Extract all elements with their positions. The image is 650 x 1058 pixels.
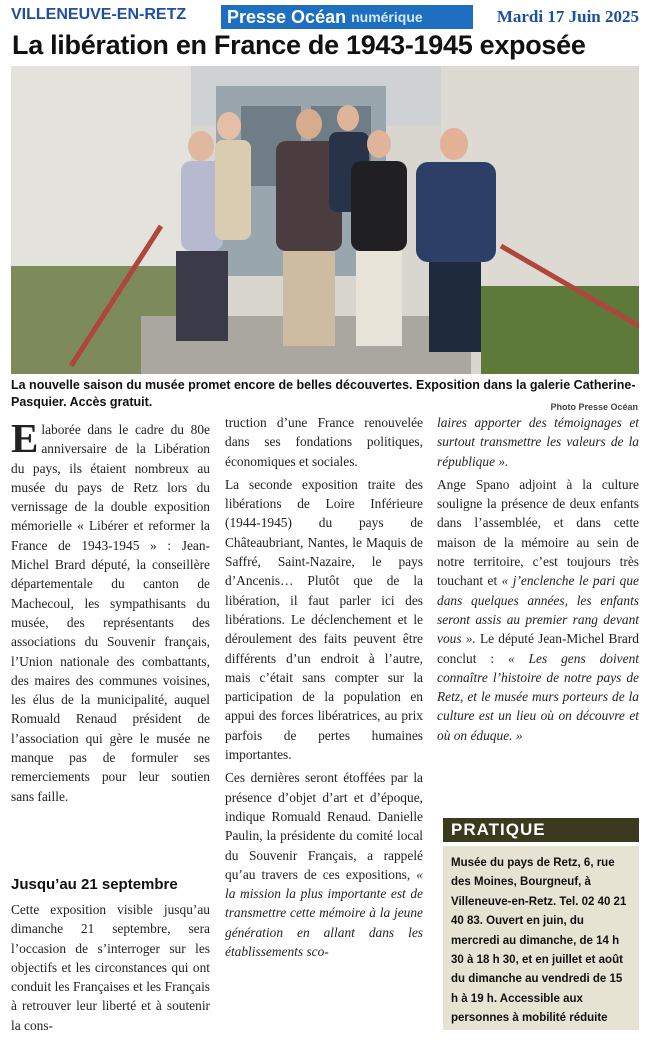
- brand-name: Presse Océan: [227, 6, 347, 27]
- group-photo-illustration: [11, 66, 639, 374]
- body-paragraph: [437, 475, 639, 745]
- article-column-3: [437, 413, 639, 749]
- quote-text: « Les gens doivent connaître l’histoire de notre pays de Retz, et le musée murs porteurs de la culture est un lieu où on découvre et où on éduque. »: [437, 650, 639, 743]
- article-subhead: Jusqu’au 21 septembre: [11, 876, 178, 893]
- pratique-heading: PRATIQUE: [443, 818, 639, 842]
- quote-text: laires apporter des témoignages et surtout transmettre les valeurs de la république ».: [437, 415, 639, 469]
- body-paragraph: [225, 768, 423, 961]
- body-paragraph: Cette exposition visible jusqu’au dimanche 21 septembre, sera l’occasion de s’interroger sur les objectifs et les circonstances qui ont conduit les Françaises et les Français à retrouver leur liberté et à soutenir la cons-: [11, 902, 210, 1033]
- body-paragraph: laborée dans le cadre du 80e anniversaire de la Libération du pays, ils étaient nombreux au musée du pays de Retz lors du vernissage de la double exposition mémorielle « Libérer et reformer la France de 1943-1945 » : Jean-Michel Brard député, la conseillère départementale du canton de Machecoul, les sympathisants du musée, des représentants des associations du Souvenir français, l’Union nationale des combattants, des maires des communes voisines, les élus de la municipalité, auquel Romuald Renaud président de l’association qui gère le musée ne manque pas de formuler ses remerciements pour leur soutien sans faille.: [11, 422, 210, 804]
- page-header: [9, 5, 641, 29]
- body-paragraph: La seconde exposition traite des libérations de Loire Inférieure (1944-1945) du pays de Châteaubriant, Nantes, le Maquis de Saffré, Saint-Nazaire, le pays d’Ancenis… Plutôt que de la libération, il faut parler ici des libérations. Le déclenchement et le déroulement des faits peuvent être différents d’un endroit à l’autre, mais c’était sans compter sur la participation de la population en appui des forces libératrices, au prix parfois de pertes humaines importantes.: [225, 476, 423, 763]
- article-column-1: [11, 415, 210, 810]
- body-paragraph: truction d’une France renouvelée dans ses fondations politiques, économiques et sociales.: [225, 415, 423, 469]
- article-column-1-continued: [11, 900, 210, 1039]
- body-text: Ange Spano adjoint à la culture souligne la présence de deux enfants dans l’assemblée, et dans cette maison de la mémoire au sein de notre territoire, c’est toujours très touchant et: [437, 476, 639, 589]
- brand-suffix: numérique: [351, 9, 423, 25]
- rubric-label: VILLENEUVE-EN-RETZ: [11, 6, 187, 23]
- quote-text: « la mission la plus importante est de transmettre cette mémoire à la jeune génération en allant dans les établissements sco-: [225, 866, 423, 960]
- article-photo: [11, 66, 639, 374]
- newspaper-logo: [221, 5, 473, 29]
- pratique-info-box: Musée du pays de Retz, 6, rue des Moines, Bourgneuf, à Villeneuve-en-Retz. Tel. 02 40 21 40 83. Ouvert en juin, du mercredi au dimanche, de 14 h 30 à 18 h 30, et en juillet et août du dimanche au vendredi de 15 h à 19 h. Accessible aux personnes à mobilité réduite: [443, 846, 639, 1030]
- photo-credit: Photo Presse Océan: [550, 402, 638, 412]
- drop-cap: E: [11, 415, 39, 461]
- issue-date: Mardi 17 Juin 2025: [496, 7, 639, 26]
- body-text: Ces dernières seront étoffées par la présence d’objet d’art et d’époque, indique Romuald Renaud. Danielle Paulin, la présidente du comité local du Souvenir Français, a rappelé qu’au travers de ces expositions,: [225, 770, 423, 882]
- body-text: Le député Jean-Michel Brard conclut :: [437, 631, 640, 666]
- article-column-2: [225, 413, 423, 965]
- photo-caption: La nouvelle saison du musée promet encore de belles découvertes. Exposition dans la galerie Catherine-Pasquier. Accès gratuit.: [11, 378, 636, 409]
- quote-text: « j’enclenche le pari que dans quelques années, les enfants seront assis au premier rang devant vous ».: [437, 573, 640, 647]
- article-headline: La libération en France de 1943-1945 exposée: [12, 30, 586, 60]
